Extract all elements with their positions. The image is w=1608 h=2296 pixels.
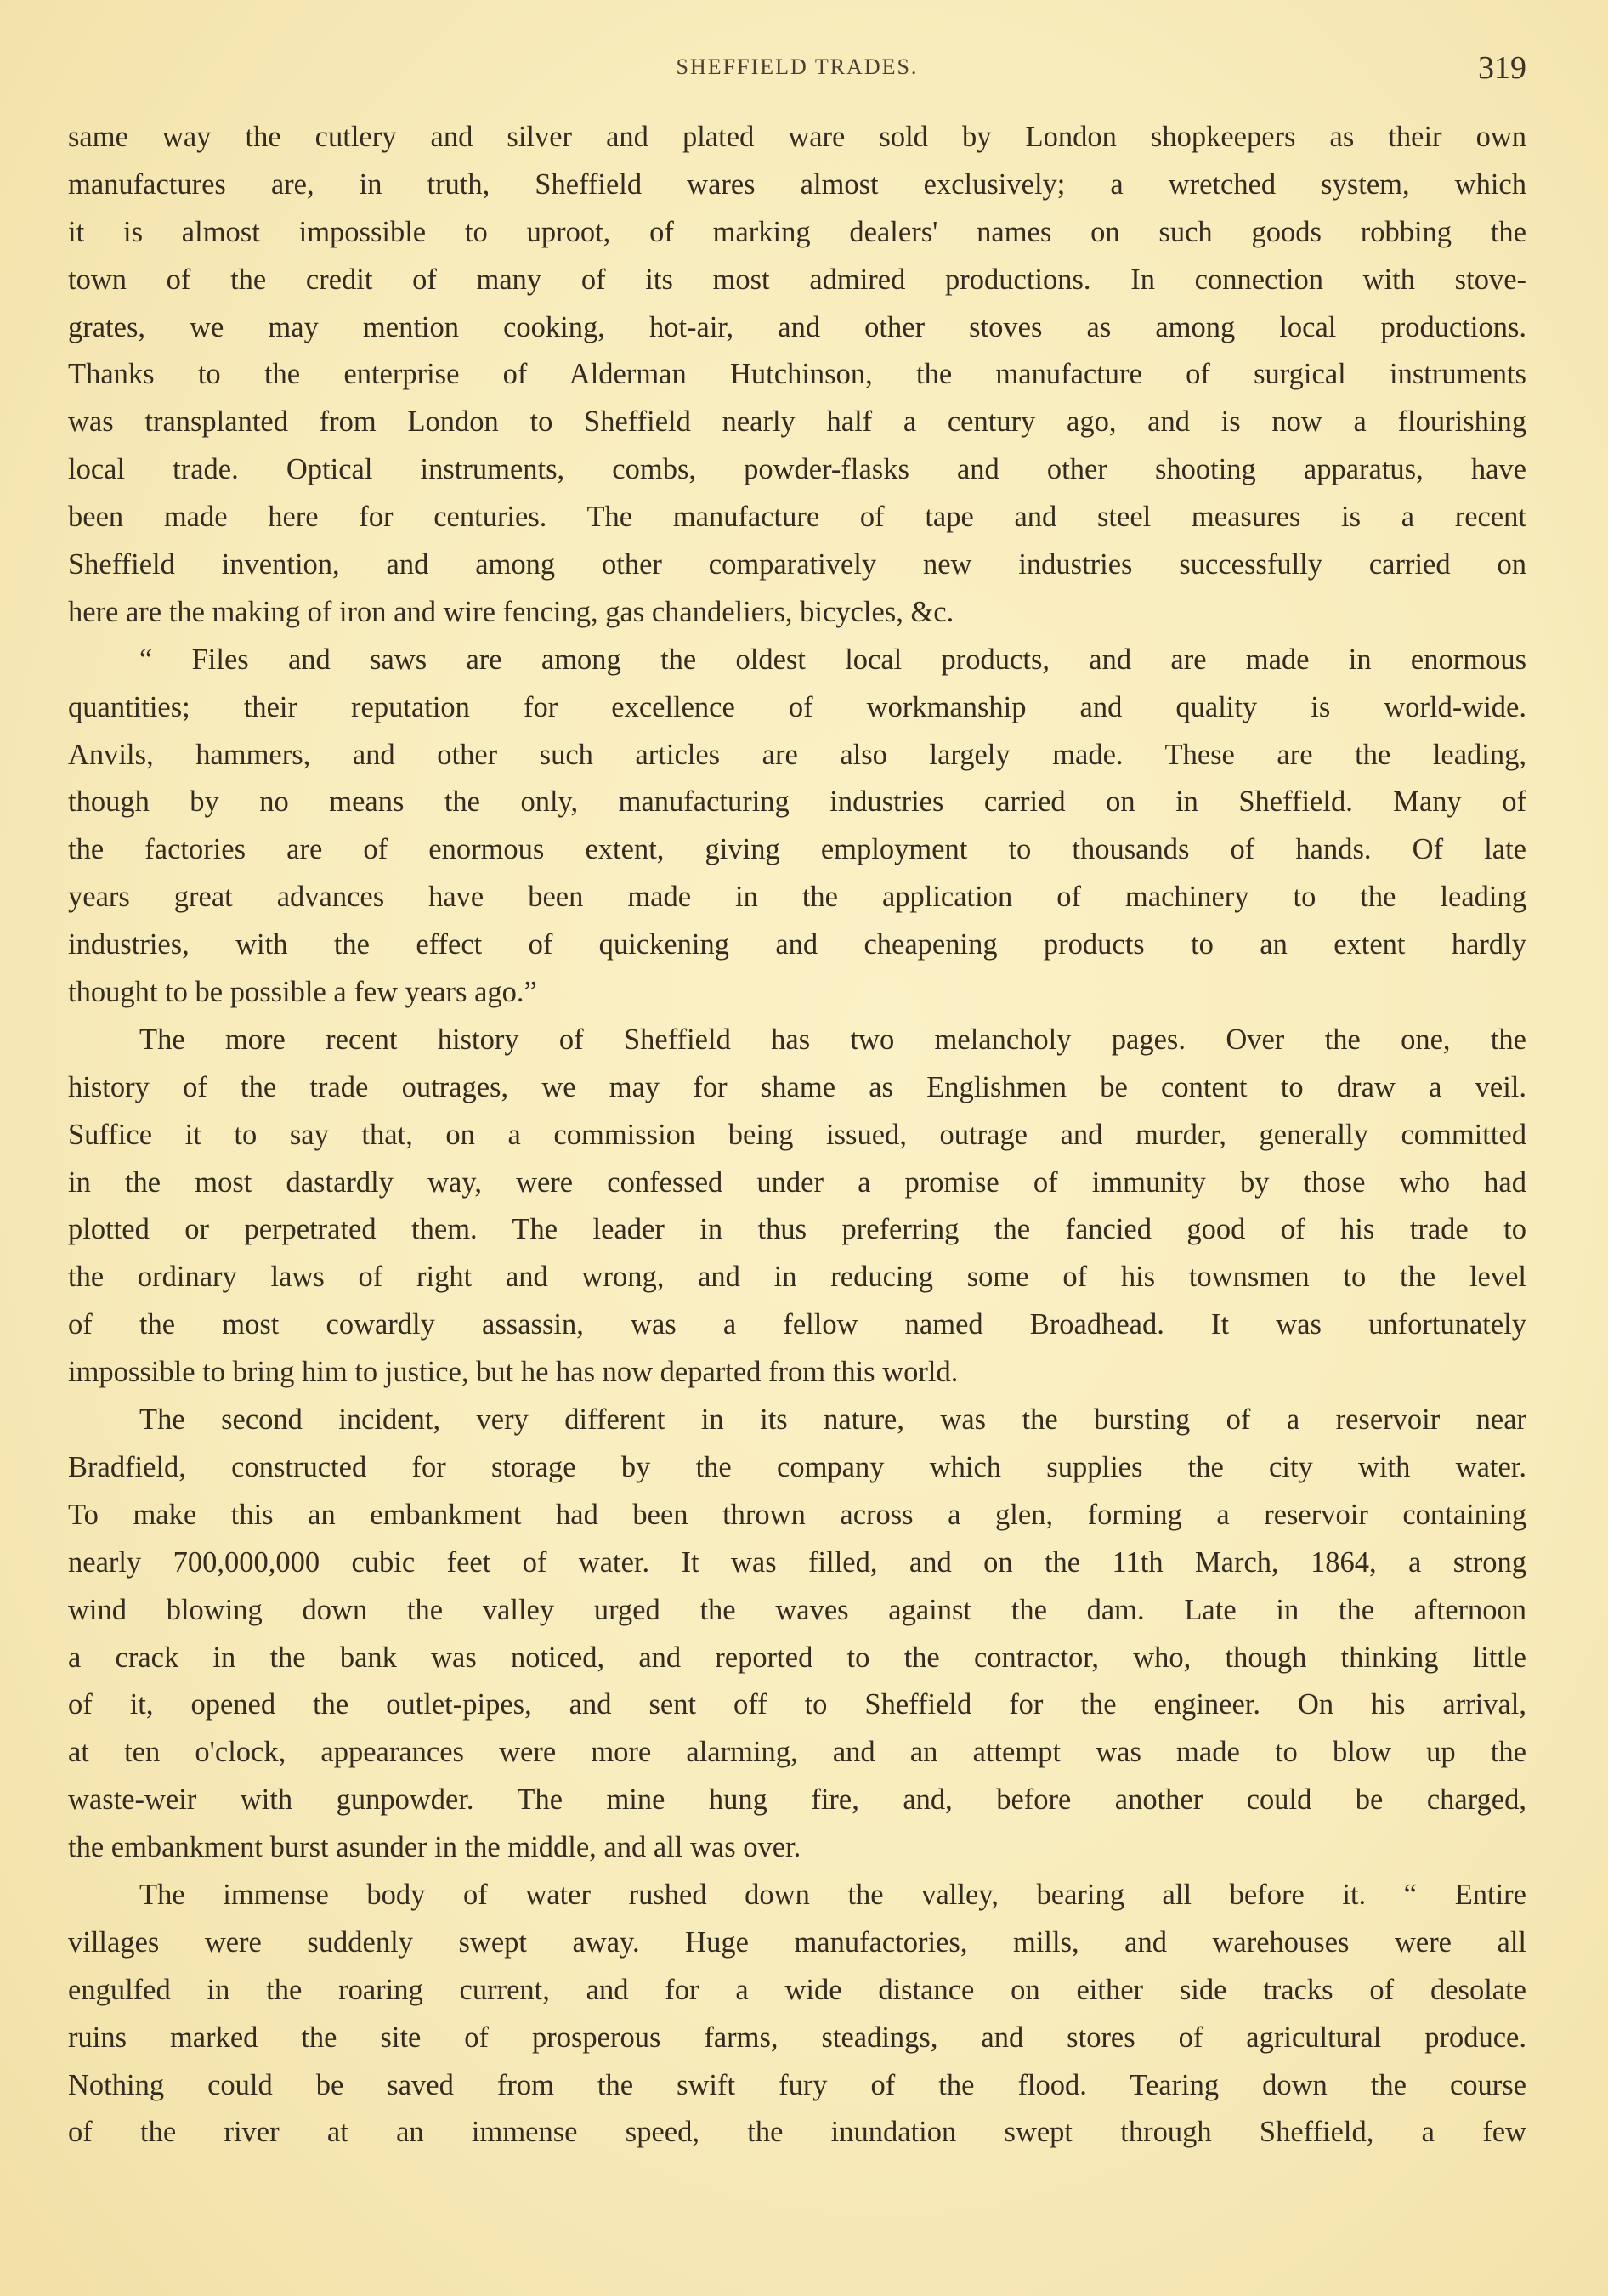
text-line: history of the trade outrages, we may for shame as Englishmen be content to draw a veil. <box>68 1070 1526 1103</box>
text-line: of the river at an immense speed, the inundation swept through Sheffield, a few <box>68 2116 1526 2149</box>
text-line: ruins marked the site of prosperous farms, steadings, and stores of agricultural produce. <box>68 2021 1526 2054</box>
text-line: To make this an embankment had been thrown across a glen, forming a reservoir containing <box>68 1498 1526 1531</box>
text-line: nearly 700,000,000 cubic feet of water. It was filled, and on the 11th March, 1864, a strong <box>68 1545 1526 1579</box>
text-line: Nothing could be saved from the swift fury of the flood. Tearing down the course <box>68 2068 1526 2101</box>
text-line: villages were suddenly swept away. Huge manufactories, mills, and warehouses were all <box>68 1925 1526 1959</box>
text-line: been made here for centuries. The manufacture of tape and steel measures is a recent <box>68 501 1526 534</box>
text-line: of the most cowardly assassin, was a fellow named Broadhead. It was unfortunately <box>68 1308 1526 1341</box>
text-line: Anvils, hammers, and other such articles are also largely made. These are the leading, <box>68 738 1526 771</box>
text-line: manufactures are, in truth, Sheffield wares almost exclusively; a wretched system, which <box>68 167 1526 201</box>
text-line: was transplanted from London to Sheffield nearly half a century ago, and is now a flourishing <box>68 405 1526 439</box>
text-line: The second incident, very different in its nature, was the bursting of a reservoir near <box>139 1403 1526 1437</box>
text-line: impossible to bring him to justice, but he has now departed from this world. <box>68 1356 959 1389</box>
text-line: here are the making of iron and wire fencing, gas chandeliers, bicycles, &c. <box>68 595 954 628</box>
text-line: town of the credit of many of its most admired productions. In connection with stove- <box>68 263 1526 296</box>
text-line: a crack in the bank was noticed, and reported to the contractor, who, though thinking little <box>68 1641 1526 1674</box>
page-header <box>68 49 1526 86</box>
text-line: Bradfield, constructed for storage by the company which supplies the city with water. <box>68 1450 1526 1483</box>
text-line: local trade. Optical instruments, combs, powder-flasks and other shooting apparatus, have <box>68 453 1526 486</box>
text-line: plotted or perpetrated them. The leader in thus preferring the fancied good of his trade to <box>68 1213 1526 1246</box>
text-line: the factories are of enormous extent, giving employment to thousands of hands. Of late <box>68 833 1526 866</box>
text-line: the embankment burst asunder in the middle, and all was over. <box>68 1831 801 1864</box>
text-line: Sheffield invention, and among other comparatively new industries successfully carried on <box>68 548 1526 581</box>
text-line: thought to be possible a few years ago.” <box>68 976 537 1009</box>
text-line: the ordinary laws of right and wrong, and in reducing some of his townsmen to the level <box>68 1261 1526 1294</box>
text-line: at ten o'clock, appearances were more alarming, and an attempt was made to blow up the <box>68 1736 1526 1769</box>
text-line: industries, with the effect of quickening and cheapening products to an extent hardly <box>68 928 1526 961</box>
text-line: quantities; their reputation for excellence of workmanship and quality is world-wide. <box>68 690 1526 723</box>
running-head: SHEFFIELD TRADES. <box>676 54 919 79</box>
text-line: years great advances have been made in the application of machinery to the leading <box>68 881 1526 914</box>
text-line: same way the cutlery and silver and plated ware sold by London shopkeepers as their own <box>68 121 1526 153</box>
text-line: Thanks to the enterprise of Alderman Hutchinson, the manufacture of surgical instruments <box>68 358 1526 391</box>
text-line: waste-weir with gunpowder. The mine hung fire, and, before another could be charged, <box>68 1783 1526 1817</box>
text-line: though by no means the only, manufacturing industries carried on in Sheffield. Many of <box>68 785 1526 819</box>
page-number: 319 <box>1478 50 1526 86</box>
text-line: The more recent history of Sheffield has two melancholy pages. Over the one, the <box>139 1023 1526 1056</box>
text-line: “ Files and saws are among the oldest local products, and are made in enormous <box>139 643 1526 676</box>
text-line: grates, we may mention cooking, hot-air, and other stoves as among local productions. <box>68 310 1526 343</box>
body-text <box>68 114 1526 2157</box>
text-line: it is almost impossible to uproot, of marking dealers' names on such goods robbing the <box>68 215 1526 248</box>
text-line: The immense body of water rushed down the valley, bearing all before it. “ Entire <box>139 1878 1526 1911</box>
text-line: wind blowing down the valley urged the waves against the dam. Late in the afternoon <box>68 1593 1526 1626</box>
text-line: Suffice it to say that, on a commission being issued, outrage and murder, generally committed <box>68 1118 1526 1151</box>
text-line: of it, opened the outlet-pipes, and sent off to Sheffield for the engineer. On his arrival, <box>68 1688 1526 1721</box>
text-line: engulfed in the roaring current, and for a wide distance on either side tracks of desolate <box>68 1973 1526 2006</box>
text-line: in the most dastardly way, were confessed under a promise of immunity by those who had <box>68 1165 1526 1199</box>
